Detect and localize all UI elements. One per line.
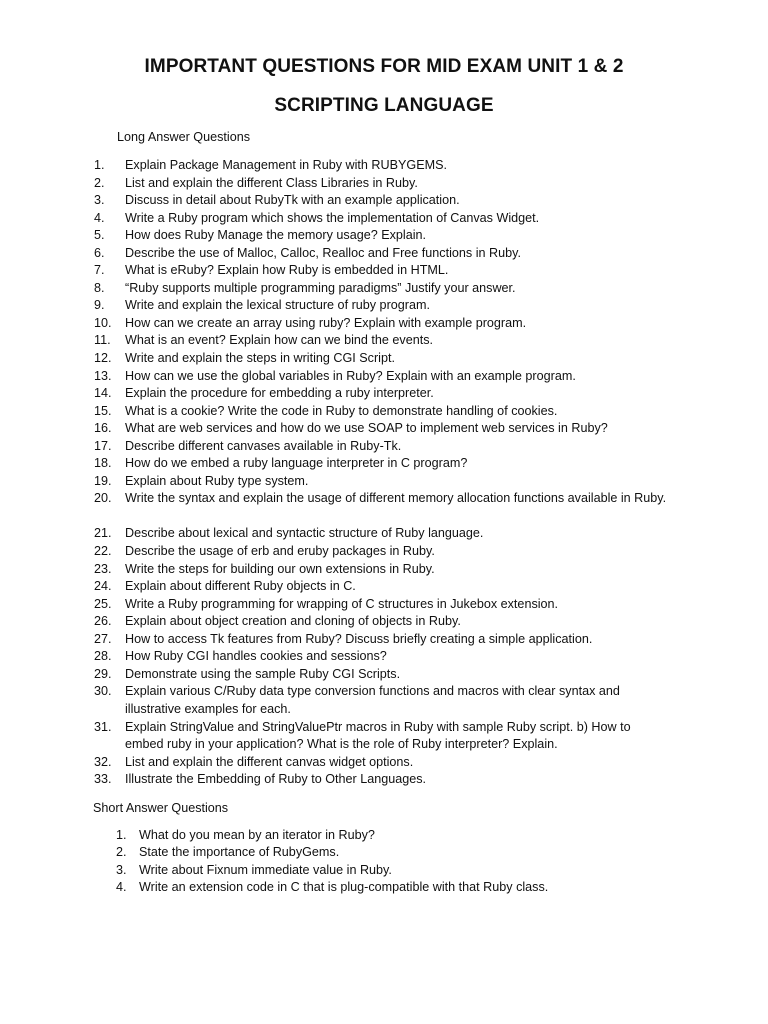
question-text: Explain about object creation and cloning of objects in Ruby. [125, 614, 461, 629]
question-text: What are web services and how do we use SOAP to implement web services in Ruby? [125, 421, 608, 436]
question-number: 31. [94, 719, 112, 734]
question-item [0, 490, 768, 525]
question-item [0, 175, 768, 193]
document-subtitle: SCRIPTING LANGUAGE [274, 95, 494, 116]
question-item [0, 192, 768, 210]
long-answer-heading: Long Answer Questions [117, 130, 251, 144]
question-text: Explain StringValue and StringValuePtr macros in Ruby with sample Ruby script. b) How to embed ruby in your application? What is the role of Ruby interpreter? Explain. [125, 719, 631, 752]
question-number: 20. [94, 491, 112, 506]
question-text: List and explain the different canvas widget options. [125, 754, 414, 769]
question-text: Explain various C/Ruby data type conversion functions and macros with clear syntax and illustrative examples for each. [125, 684, 620, 716]
question-item [0, 543, 768, 561]
question-item [0, 210, 768, 228]
question-number: 27. [94, 631, 112, 646]
question-item [0, 455, 768, 473]
question-item [0, 631, 768, 649]
question-item [0, 403, 768, 421]
question-number: 12. [94, 351, 112, 366]
question-number: 11. [94, 333, 111, 348]
question-number: 9. [94, 298, 105, 313]
question-item [0, 368, 768, 386]
question-item [0, 438, 768, 456]
question-text: Explain about Ruby type system. [125, 473, 309, 488]
question-text: “Ruby supports multiple programming paradigms” Justify your answer. [125, 280, 516, 295]
question-number: 3. [94, 193, 105, 208]
question-number: 15. [94, 403, 112, 418]
short-answer-heading: Short Answer Questions [93, 801, 229, 815]
question-text: How do we embed a ruby language interpreter in C program? [125, 456, 468, 471]
question-number: 17. [94, 438, 112, 453]
question-number: 26. [94, 614, 112, 629]
question-text: Explain about different Ruby objects in C. [125, 579, 356, 594]
question-text: What do you mean by an iterator in Ruby? [139, 828, 375, 842]
question-item [0, 613, 768, 631]
question-number: 25. [94, 596, 112, 611]
question-text: Illustrate the Embedding of Ruby to Other Languages. [125, 772, 427, 787]
question-number: 5. [94, 228, 105, 243]
question-number: 18. [94, 456, 112, 471]
question-item [0, 227, 768, 245]
question-number: 1. [116, 828, 127, 842]
question-text: Describe about lexical and syntactic structure of Ruby language. [125, 526, 484, 541]
question-number: 21. [94, 526, 112, 541]
question-text: Explain the procedure for embedding a ruby interpreter. [125, 386, 434, 401]
question-number: 28. [94, 649, 112, 664]
question-text: Discuss in detail about RubyTk with an example application. [125, 193, 460, 208]
question-item [0, 525, 768, 543]
question-text: Write a Ruby programming for wrapping of C structures in Jukebox extension. [125, 596, 559, 611]
question-item [0, 879, 768, 896]
question-text: Describe the use of Malloc, Calloc, Realloc and Free functions in Ruby. [125, 245, 521, 260]
question-item [0, 719, 768, 754]
question-number: 14. [94, 386, 112, 401]
question-item [0, 862, 768, 879]
question-number: 3. [116, 862, 127, 877]
question-text: What is eRuby? Explain how Ruby is embedded in HTML. [125, 263, 449, 278]
question-number: 13. [94, 368, 112, 383]
question-item [0, 315, 768, 333]
question-text: What is a cookie? Write the code in Ruby to demonstrate handling of cookies. [125, 403, 558, 418]
question-text: Write an extension code in C that is plug-compatible with that Ruby class. [139, 879, 549, 894]
question-item [0, 648, 768, 666]
question-item [0, 280, 768, 298]
question-item [0, 473, 768, 491]
question-text: What is an event? Explain how can we bind the events. [125, 333, 434, 348]
question-text: How Ruby CGI handles cookies and sessions? [125, 649, 387, 664]
question-number: 16. [94, 421, 112, 436]
question-number: 1. [94, 158, 105, 172]
question-item [0, 262, 768, 280]
long-answer-list [0, 157, 768, 789]
question-item [0, 385, 768, 403]
question-text: How does Ruby Manage the memory usage? Explain. [125, 228, 427, 243]
question-item [0, 420, 768, 438]
question-item [0, 771, 768, 789]
question-number: 23. [94, 561, 112, 576]
question-number: 22. [94, 544, 112, 559]
question-text: Explain Package Management in Ruby with RUBYGEMS. [125, 158, 447, 172]
question-item [0, 157, 768, 175]
question-item [0, 561, 768, 579]
question-number: 10. [94, 315, 112, 330]
question-number: 6. [94, 245, 105, 260]
question-text: List and explain the different Class Libraries in Ruby. [125, 175, 418, 190]
question-item [0, 297, 768, 315]
question-text: Write and explain the steps in writing CGI Script. [125, 351, 395, 366]
short-answer-list [0, 827, 768, 896]
question-text: Write the steps for building our own extensions in Ruby. [125, 561, 435, 576]
question-item [0, 683, 768, 718]
question-number: 7. [94, 263, 105, 278]
question-text: How to access Tk features from Ruby? Discuss briefly creating a simple application. [125, 631, 593, 646]
question-text: Demonstrate using the sample Ruby CGI Scripts. [125, 666, 401, 681]
question-item [0, 596, 768, 614]
question-text: State the importance of RubyGems. [139, 845, 340, 860]
question-item [0, 350, 768, 368]
question-item [0, 827, 768, 844]
question-number: 32. [94, 754, 112, 769]
question-item [0, 844, 768, 861]
question-number: 2. [116, 845, 127, 860]
question-number: 24. [94, 579, 112, 594]
question-number: 30. [94, 684, 112, 699]
question-text: How can we create an array using ruby? Explain with example program. [125, 315, 527, 330]
question-number: 29. [94, 666, 112, 681]
question-text: Describe different canvases available in Ruby-Tk. [125, 438, 402, 453]
question-number: 19. [94, 473, 112, 488]
question-number: 4. [94, 210, 105, 225]
question-text: Write the syntax and explain the usage of different memory allocation functions available in Ruby. [125, 491, 667, 506]
question-item [0, 332, 768, 350]
question-number: 8. [94, 280, 105, 295]
question-item [0, 578, 768, 596]
document-title: IMPORTANT QUESTIONS FOR MID EXAM UNIT 1 & 2 [144, 56, 624, 77]
question-number: 4. [116, 879, 127, 894]
question-text: Write and explain the lexical structure of ruby program. [125, 298, 430, 313]
question-item [0, 245, 768, 263]
question-number: 2. [94, 175, 105, 190]
question-item [0, 754, 768, 772]
question-text: Write a Ruby program which shows the implementation of Canvas Widget. [125, 210, 540, 225]
question-text: Describe the usage of erb and eruby packages in Ruby. [125, 544, 435, 559]
question-text: Write about Fixnum immediate value in Ruby. [139, 862, 392, 877]
question-item [0, 666, 768, 684]
question-number: 33. [94, 772, 112, 787]
question-text: How can we use the global variables in Ruby? Explain with an example program. [125, 368, 576, 383]
